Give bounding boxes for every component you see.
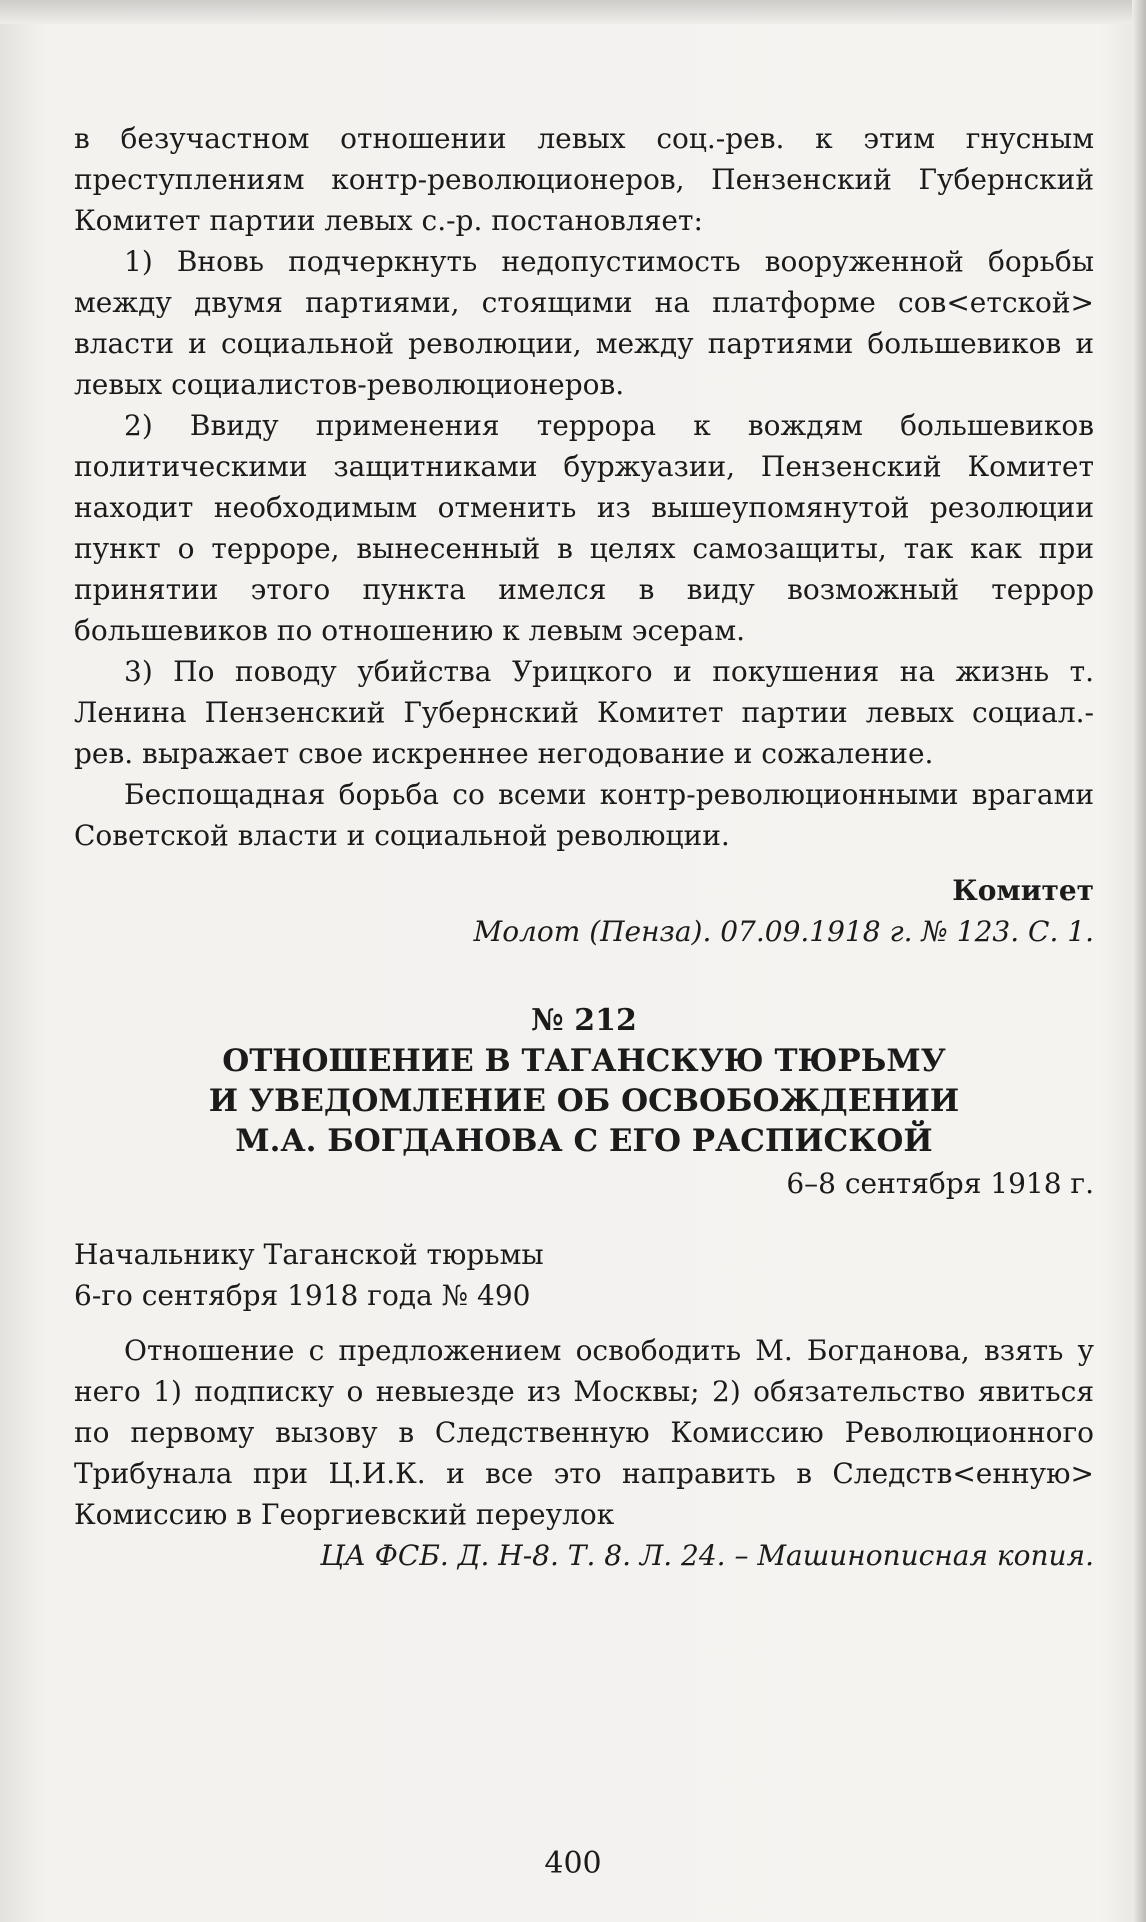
paragraph-intro: в безучастном отношении левых соц.-рев. к этим гнусным преступлениям контр-революционеров, Пензенский Губернский Комитет партии левых с.-р. постановляет: [74, 122, 1094, 237]
addressee: Начальнику Таганской тюрьмы [74, 1238, 544, 1271]
document-body: Отношение с предложением освободить М. Богданова, взять у него 1) подписку о невыезде из Москвы; 2) обязательство явиться по первому вызову в Следственную Комиссию Революционного Трибунала при Ц.И.К. и все это направить в Следств<енную> Комиссию в Георгиевский переулок [74, 1334, 1094, 1531]
document-number: № 212 [531, 1003, 637, 1038]
paragraph-closing: Беспощадная борьба со всеми контр-революционными врагами Советской власти и социальной революции. [74, 778, 1094, 852]
archive-citation: ЦА ФСБ. Д. Н-8. Т. 8. Л. 24. – Машинописная копия. [320, 1539, 1094, 1572]
paragraph-point-2: 2) Ввиду применения террора к вождям большевиков политическими защитниками буржуазии, Пензенский Комитет находит необходимым отменить из вышеупомянутой резолюции пункт о терроре, вынесенный в целях самозащиты, так как при принятии этого пункта имелся в виду возможный террор большевиков по отношению к левым эсерам. [74, 409, 1094, 647]
page-number: 400 [544, 1846, 602, 1881]
page-text-block [74, 118, 1094, 1576]
paragraph-point-3: 3) По поводу убийства Урицкого и покушения на жизнь т. Ленина Пензенский Губернский Комитет партии левых социал.-рев. выражает свое искреннее негодование и сожаление. [74, 655, 1094, 770]
paragraph-point-1: 1) Вновь подчеркнуть недопустимость вооруженной борьбы между двумя партиями, стоящими на платформе сов<етской> власти и социальной революции, между партиями большевиков и левых социалистов-революционеров. [74, 245, 1094, 401]
outgoing-date-number: 6-го сентября 1918 года № 490 [74, 1279, 531, 1312]
document-title-line-3: М.А. БОГДАНОВА С ЕГО РАСПИСКОЙ [235, 1123, 933, 1159]
page-right-edge [1132, 0, 1146, 1922]
document-date: 6–8 сентября 1918 г. [786, 1167, 1094, 1200]
page-top-shadow [0, 0, 1146, 24]
source-citation: Молот (Пенза). 07.09.1918 г. № 123. С. 1. [473, 915, 1094, 948]
document-title-line-1: ОТНОШЕНИЕ В ТАГАНСКУЮ ТЮРЬМУ [222, 1043, 946, 1079]
document-title-line-2: И УВЕДОМЛЕНИЕ ОБ ОСВОБОЖДЕНИИ [208, 1083, 960, 1119]
signature: Комитет [952, 874, 1094, 907]
